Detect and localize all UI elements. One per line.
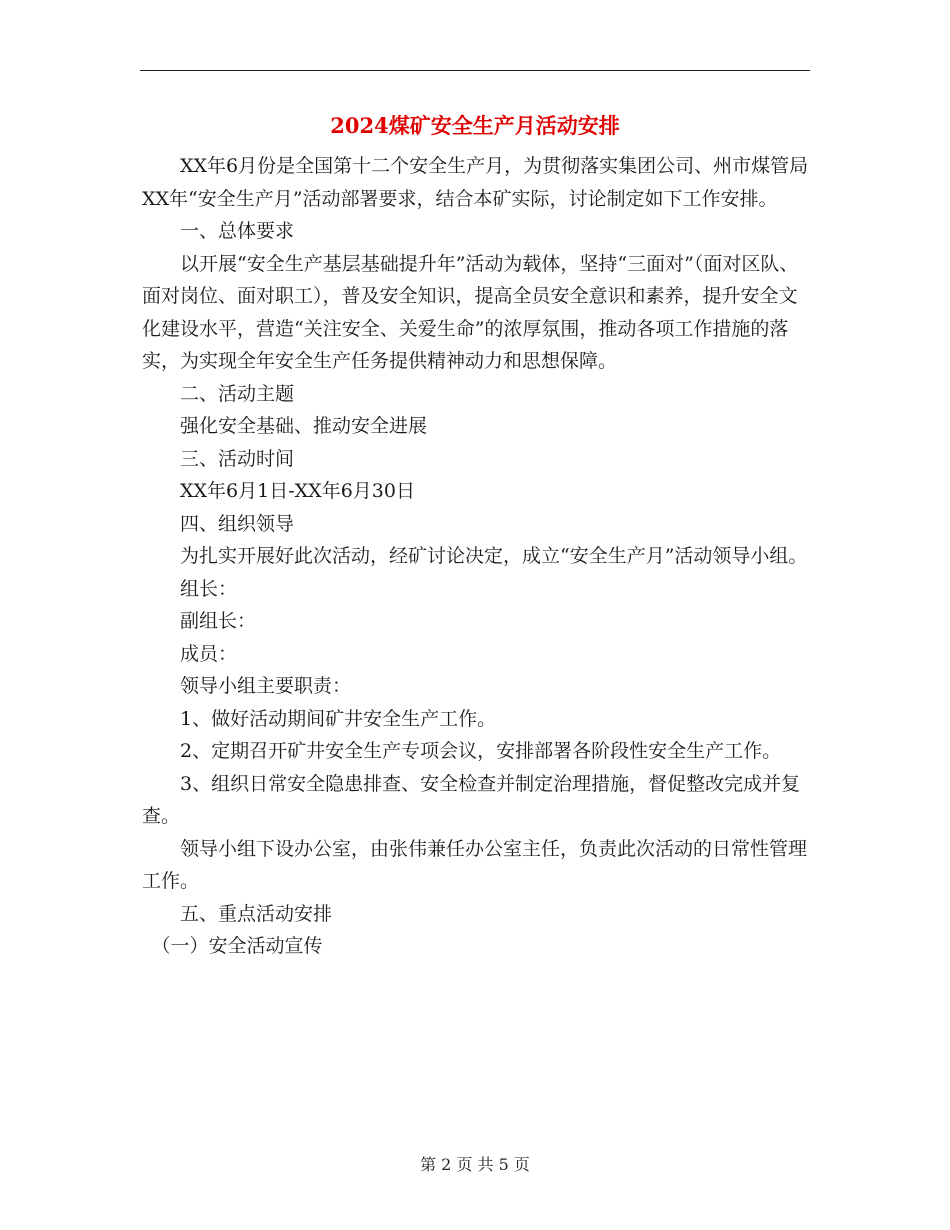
list-item-duty-1: 1、做好活动期间矿井安全生产工作。 <box>180 707 497 730</box>
heading-general-requirements: 一、总体要求 <box>180 220 295 242</box>
document-title: 2024煤矿安全生产月活动安排 <box>330 113 620 138</box>
header-rule <box>140 70 810 71</box>
paragraph-organization: 为扎实开展好此次活动，经矿讨论决定，成立“安全生产月”活动领导小组。 <box>180 545 808 567</box>
heading-key-activities: 五、重点活动安排 <box>180 902 333 925</box>
paragraph-office: 领导小组下设办公室，由张伟兼任办公室主任，负责此次活动的日常性管理工作。 <box>142 837 808 892</box>
paragraph-activity-theme: 强化安全基础、推动安全进展 <box>180 415 428 437</box>
line-duties-heading: 领导小组主要职责： <box>180 675 352 697</box>
paragraph-general-requirements: 以开展“安全生产基层基础提升年”活动为载体，坚持“三面对”（面对区队、面对岗位、面对职工），普及安全知识，提高全员安全意识和素养，提升安全文化建设水平，营造“关注安全、关爱生命”的浓厚氛围，推动各项工作措施的落实，为实现全年安全生产任务提供精神动力和思想保障。 <box>142 252 799 372</box>
line-members: 成员： <box>180 642 238 665</box>
page-footer: 第 2 页 共 5 页 <box>420 1155 530 1174</box>
list-item-duty-2: 2、定期召开矿井安全生产专项会议，安排部署各阶段性安全生产工作。 <box>180 740 782 762</box>
heading-activity-theme: 二、活动主题 <box>180 382 295 405</box>
list-item-duty-3: 3、组织日常安全隐患排查、安全检查并制定治理措施，督促整改完成并复查。 <box>142 772 801 827</box>
heading-activity-time: 三、活动时间 <box>180 447 295 470</box>
heading-organization: 四、组织领导 <box>180 512 295 535</box>
paragraph-activity-time: XX年6月1日-XX年6月30日 <box>180 480 415 502</box>
subheading-safety-publicity: （一）安全活动宣传 <box>151 935 323 957</box>
document-body <box>142 150 810 963</box>
line-leader: 组长： <box>180 577 238 600</box>
line-deputy-leader: 副组长： <box>180 610 257 632</box>
paragraph-intro: XX年6月份是全国第十二个安全生产月，为贯彻落实集团公司、州市煤管局XX年“安全生产月”活动部署要求，结合本矿实际，讨论制定如下工作安排。 <box>142 155 809 210</box>
